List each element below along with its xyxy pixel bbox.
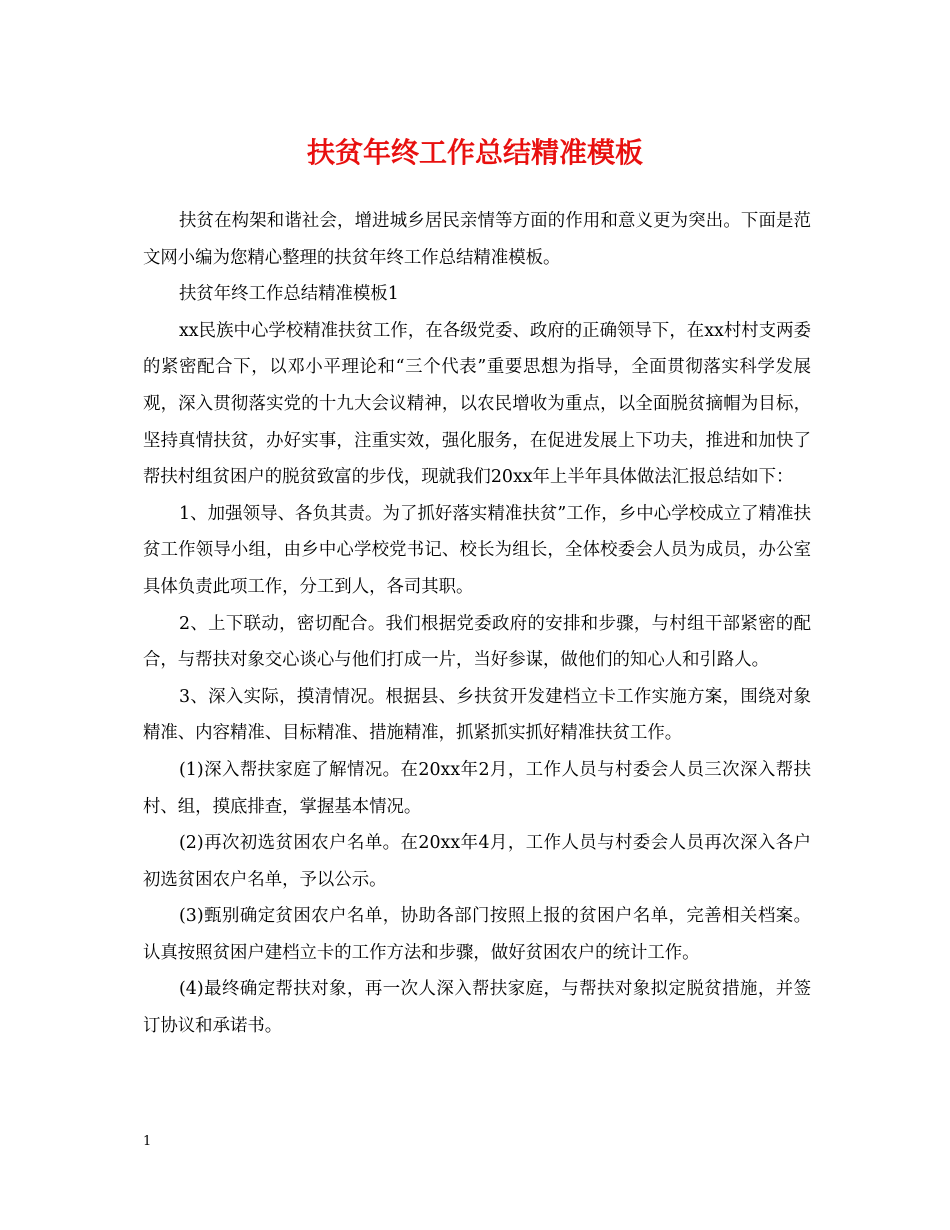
paragraph-subitem-1: (1)深入帮扶家庭了解情况。在20xx年2月，工作人员与村委会人员三次深入帮扶村、组，摸底排查，掌握基本情况。	[143, 759, 811, 817]
paragraph-item-1: 1、加强领导、各负其责。为了抓好落实精准扶贫”工作，乡中心学校成立了精准扶贫工作领导小组，由乡中心学校党书记、校长为组长，全体校委会人员为成员，办公室具体负责此项工作，分工到人，各司其职。	[143, 503, 811, 597]
paragraph-subitem-4: (4)最终确定帮扶对象，再一次人深入帮扶家庭，与帮扶对象拟定脱贫措施，并签订协议和承诺书。	[143, 979, 811, 1037]
paragraph-subitem-3: (3)甄别确定贫困农户名单，协助各部门按照上报的贫困户名单，完善相关档案。认真按照贫困户建档立卡的工作方法和步骤，做好贫困农户的统计工作。	[143, 906, 811, 963]
paragraph-subitem-2: (2)再次初选贫困农户名单。在20xx年4月，工作人员与村委会人员再次深入各户初选贫困农户名单，予以公示。	[143, 833, 811, 890]
paragraph-section-heading: 扶贫年终工作总结精准模板1	[179, 284, 399, 305]
page-number: 1	[143, 1134, 152, 1149]
paragraph-item-2: 2、上下联动，密切配合。我们根据党委政府的安排和步骤，与村组干部紧密的配合，与帮扶对象交心谈心与他们打成一片，当好参谋，做他们的知心人和引路人。	[143, 613, 811, 671]
paragraph-item-3: 3、深入实际，摸清情况。根据县、乡扶贫开发建档立卡工作实施方案，围绕对象精准、内容精准、目标精准、措施精准，抓紧抓实抓好精准扶贫工作。	[143, 686, 811, 744]
document-body	[143, 203, 811, 1045]
paragraph-overview: xx民族中心学校精准扶贫工作，在各级党委、政府的正确领导下，在xx村村支两委的紧密配合下，以邓小平理论和“三个代表”重要思想为指导，全面贯彻落实科学发展观，深入贯彻落实党的十九大会议精神，以农民增收为重点，以全面脱贫摘帽为目标，坚持真情扶贫，办好实事，注重实效，强化服务，在促进发展上下功夫，推进和加快了帮扶村组贫困户的脱贫致富的步伐，现就我们20xx年上半年具体做法汇报总结如下：	[143, 320, 811, 488]
paragraph-intro: 扶贫在构架和谐社会，增进城乡居民亲情等方面的作用和意义更为突出。下面是范文网小编为您精心整理的扶贫年终工作总结精准模板。	[143, 211, 811, 268]
document-title: 扶贫年终工作总结精准模板	[306, 136, 643, 169]
